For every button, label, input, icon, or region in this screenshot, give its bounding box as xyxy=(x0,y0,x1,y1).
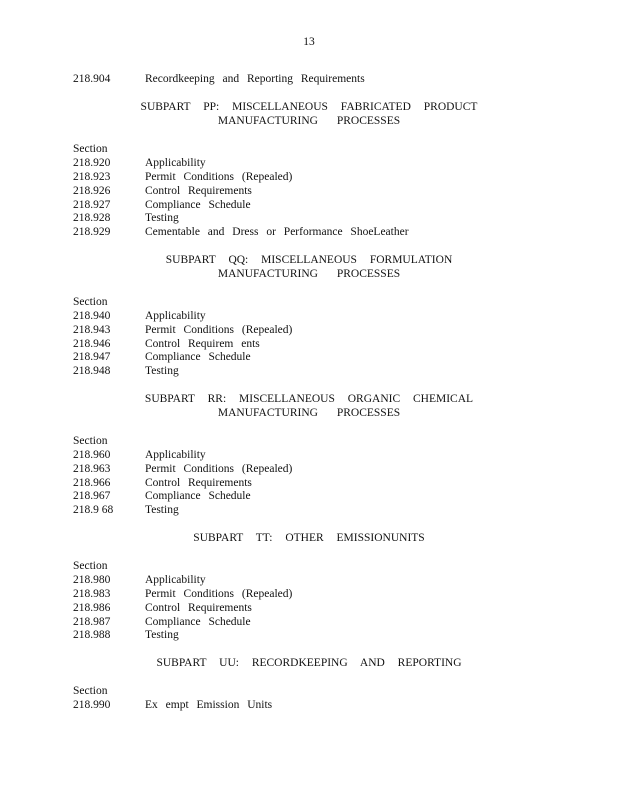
section-title: Compliance Schedule xyxy=(145,616,251,628)
subpart-heading-continued: MANUFACTURING PROCESSES xyxy=(217,115,401,127)
section-title: Applicability xyxy=(145,574,206,586)
subpart-heading: SUBPART UU: RECORDKEEPING AND REPORTING xyxy=(156,657,462,669)
section-title: Ex empt Emission Units xyxy=(145,699,273,711)
section-label: Section xyxy=(73,435,108,447)
section-number: 218.923 xyxy=(73,171,111,183)
toc-row xyxy=(0,350,618,364)
section-number: 218.963 xyxy=(73,463,111,475)
section-label: Section xyxy=(73,685,108,697)
section-number: 218.987 xyxy=(73,616,111,628)
section-title: Testing xyxy=(145,212,179,224)
section-number: 218.927 xyxy=(73,199,111,211)
section-number: 218.928 xyxy=(73,212,111,224)
toc-row xyxy=(0,628,618,642)
section-number: 218.947 xyxy=(73,351,111,363)
subpart-heading-continued: MANUFACTURING PROCESSES xyxy=(217,407,401,419)
section-number: 218.948 xyxy=(73,365,111,377)
section-title: Permit Conditions (Repealed) xyxy=(145,463,293,475)
toc-row xyxy=(0,309,618,323)
section-number: 218.943 xyxy=(73,324,111,336)
subpart-heading: SUBPART RR: MISCELLANEOUS ORGANIC CHEMICAL xyxy=(144,393,474,405)
section-number: 218.988 xyxy=(73,629,111,641)
section-title: Compliance Schedule xyxy=(145,351,251,363)
section-title: Permit Conditions (Repealed) xyxy=(145,588,293,600)
section-number: 218.946 xyxy=(73,338,111,350)
section-number: 218.966 xyxy=(73,477,111,489)
toc-row xyxy=(0,448,618,462)
section-title: Recordkeeping and Reporting Requirements xyxy=(145,73,365,85)
section-number: 218.9 68 xyxy=(73,504,114,516)
section-number: 218.986 xyxy=(73,602,111,614)
section-title: Testing xyxy=(145,504,179,516)
section-title: Applicability xyxy=(145,157,206,169)
subpart-heading: SUBPART QQ: MISCELLANEOUS FORMULATION xyxy=(165,254,453,266)
section-title: Permit Conditions (Repealed) xyxy=(145,324,293,336)
section-title: Control Requirements xyxy=(145,185,252,197)
toc-row xyxy=(0,462,618,476)
toc-row xyxy=(0,323,618,337)
toc-row xyxy=(0,573,618,587)
toc-row xyxy=(0,337,618,351)
section-label: Section xyxy=(73,143,108,155)
section-number: 218.980 xyxy=(73,574,111,586)
section-title: Cementable and Dress or Performance ShoeLeather xyxy=(145,226,409,238)
subpart-heading: SUBPART PP: MISCELLANEOUS FABRICATED PRODUCT xyxy=(140,101,478,113)
section-number: 218.920 xyxy=(73,157,111,169)
section-title: Applicability xyxy=(145,310,206,322)
toc-row xyxy=(0,489,618,503)
page-number: 13 xyxy=(303,36,315,48)
toc-row xyxy=(0,198,618,212)
section-title: Control Requirements xyxy=(145,602,252,614)
section-number: 218.904 xyxy=(73,73,111,85)
section-number: 218.983 xyxy=(73,588,111,600)
section-title: Testing xyxy=(145,629,179,641)
section-title: Control Requirem ents xyxy=(145,338,260,350)
section-title: Compliance Schedule xyxy=(145,199,251,211)
toc-row xyxy=(0,72,618,86)
section-number: 218.990 xyxy=(73,699,111,711)
section-title: Control Requirements xyxy=(145,477,252,489)
section-number: 218.929 xyxy=(73,226,111,238)
section-number: 218.967 xyxy=(73,490,111,502)
section-label: Section xyxy=(73,560,108,572)
subpart-heading-continued: MANUFACTURING PROCESSES xyxy=(217,268,401,280)
toc-row xyxy=(0,601,618,615)
section-number: 218.960 xyxy=(73,449,111,461)
subpart-heading: SUBPART TT: OTHER EMISSIONUNITS xyxy=(193,532,425,544)
toc-row xyxy=(0,184,618,198)
toc-row xyxy=(0,156,618,170)
section-label: Section xyxy=(73,296,108,308)
section-title: Testing xyxy=(145,365,179,377)
section-title: Applicability xyxy=(145,449,206,461)
toc-row xyxy=(0,170,618,184)
toc-row xyxy=(0,476,618,490)
toc-row xyxy=(0,615,618,629)
section-number: 218.940 xyxy=(73,310,111,322)
toc-row xyxy=(0,698,618,712)
toc-row xyxy=(0,503,618,517)
toc-row xyxy=(0,211,618,225)
section-title: Permit Conditions (Repealed) xyxy=(145,171,293,183)
toc-row xyxy=(0,364,618,378)
section-title: Compliance Schedule xyxy=(145,490,251,502)
toc-row xyxy=(0,587,618,601)
section-number: 218.926 xyxy=(73,185,111,197)
toc-row xyxy=(0,225,618,239)
